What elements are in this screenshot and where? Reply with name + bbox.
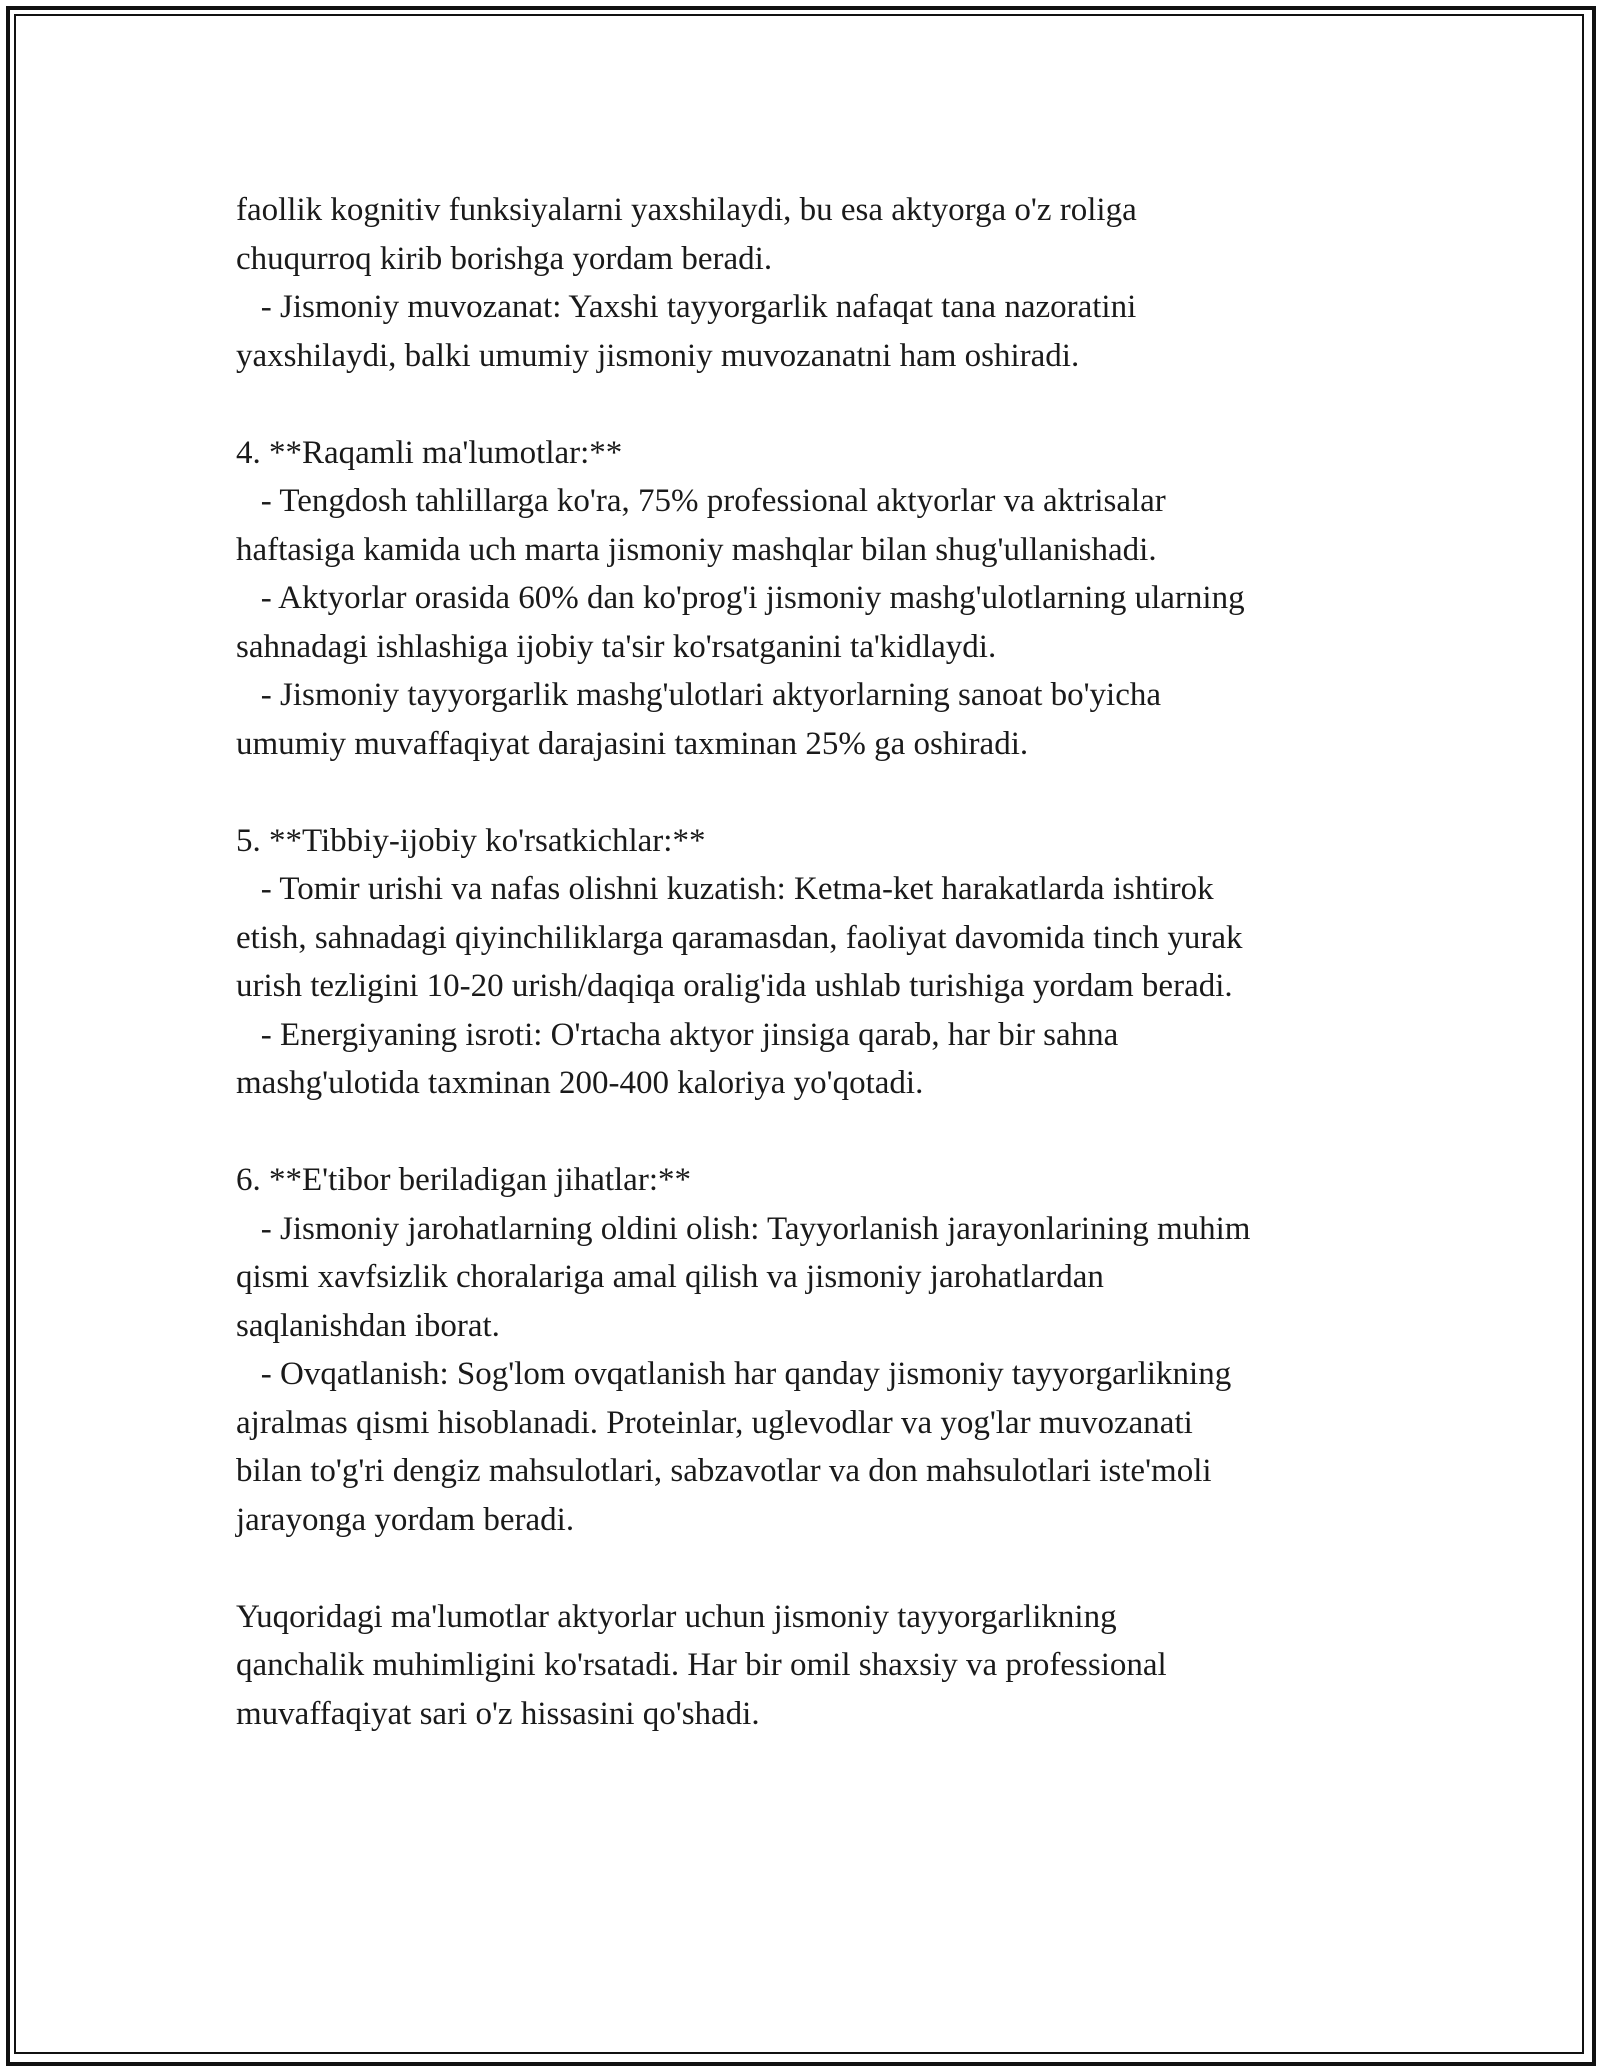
text-line: - Jismoniy tayyorgarlik mashg'ulotlari aktyorlarning sanoat bo'yicha (236, 677, 1162, 713)
text-line: faollik kognitiv funksiyalarni yaxshilaydi, bu esa aktyorga o'z roliga (236, 192, 1137, 228)
text-line: - Energiyaning isroti: O'rtacha aktyor jinsiga qarab, har bir sahna (236, 1016, 1119, 1053)
text-line: yaxshilaydi, balki umumiy jismoniy muvozanatni ham oshiradi. (236, 337, 1080, 374)
section-4-heading: 4. **Raqamli ma'lumotlar:** (236, 434, 623, 471)
text-line: chuqurroq kirib borishga yordam beradi. (236, 240, 773, 277)
text-line: Yuqoridagi ma'lumotlar aktyorlar uchun jismoniy tayyorgarlikning (236, 1598, 1117, 1635)
text-line: mashg'ulotida taxminan 200-400 kaloriya yo'qotadi. (236, 1065, 924, 1101)
text-line: urish tezligini 10-20 urish/daqiqa oralig'ida ushlab turishiga yordam beradi. (236, 968, 1233, 1004)
document-body (236, 186, 1416, 1738)
paragraph-spacer (236, 1544, 1416, 1593)
text-line: - Jismoniy jarohatlarning oldini olish: Tayyorlanish jarayonlarining muhim (236, 1210, 1251, 1247)
text-line: etish, sahnadagi qiyinchiliklarga qaramasdan, faoliyat davomida tinch yurak (236, 919, 1243, 956)
section-4 (236, 429, 1416, 769)
text-line: - Tomir urishi va nafas olishni kuzatish: Ketma-ket harakatlarda ishtirok (236, 871, 1214, 907)
section-6-heading: 6. **E'tibor beriladigan jihatlar:** (236, 1162, 691, 1198)
text-line: haftasiga kamida uch marta jismoniy mashqlar bilan shug'ullanishadi. (236, 531, 1157, 568)
text-line: saqlanishdan iborat. (236, 1307, 500, 1344)
section-6 (236, 1156, 1416, 1544)
paragraph-spacer (236, 768, 1416, 817)
text-line: - Aktyorlar orasida 60% dan ko'prog'i jismoniy mashg'ulotlarning ularning (236, 580, 1245, 616)
intro-paragraph (236, 186, 1416, 380)
text-line: sahnadagi ishlashiga ijobiy ta'sir ko'rsatganini ta'kidlaydi. (236, 628, 997, 665)
conclusion-paragraph (236, 1593, 1416, 1739)
text-line: qanchalik muhimligini ko'rsatadi. Har bir omil shaxsiy va professional (236, 1647, 1167, 1683)
text-line: - Tengdosh tahlillarga ko'ra, 75% professional aktyorlar va aktrisalar (236, 483, 1166, 519)
text-line: muvaffaqiyat sari o'z hissasini qo'shadi. (236, 1695, 760, 1732)
text-line: - Ovqatlanish: Sog'lom ovqatlanish har qanday jismoniy tayyorgarlikning (236, 1356, 1232, 1392)
text-line: jarayonga yordam beradi. (236, 1501, 575, 1538)
text-line: bilan to'g'ri dengiz mahsulotlari, sabzavotlar va don mahsulotlari iste'moli (236, 1453, 1212, 1489)
paragraph-spacer (236, 380, 1416, 429)
section-5 (236, 817, 1416, 1108)
paragraph-spacer (236, 1108, 1416, 1157)
text-line: umumiy muvaffaqiyat darajasini taxminan 25% ga oshiradi. (236, 725, 1029, 762)
text-line: qismi xavfsizlik choralariga amal qilish va jismoniy jarohatlardan (236, 1259, 1104, 1295)
text-line: - Jismoniy muvozanat: Yaxshi tayyorgarlik nafaqat tana nazoratini (236, 289, 1137, 325)
text-line: ajralmas qismi hisoblanadi. Proteinlar, uglevodlar va yog'lar muvozanati (236, 1404, 1193, 1441)
section-5-heading: 5. **Tibbiy-ijobiy ko'rsatkichlar:** (236, 822, 706, 859)
